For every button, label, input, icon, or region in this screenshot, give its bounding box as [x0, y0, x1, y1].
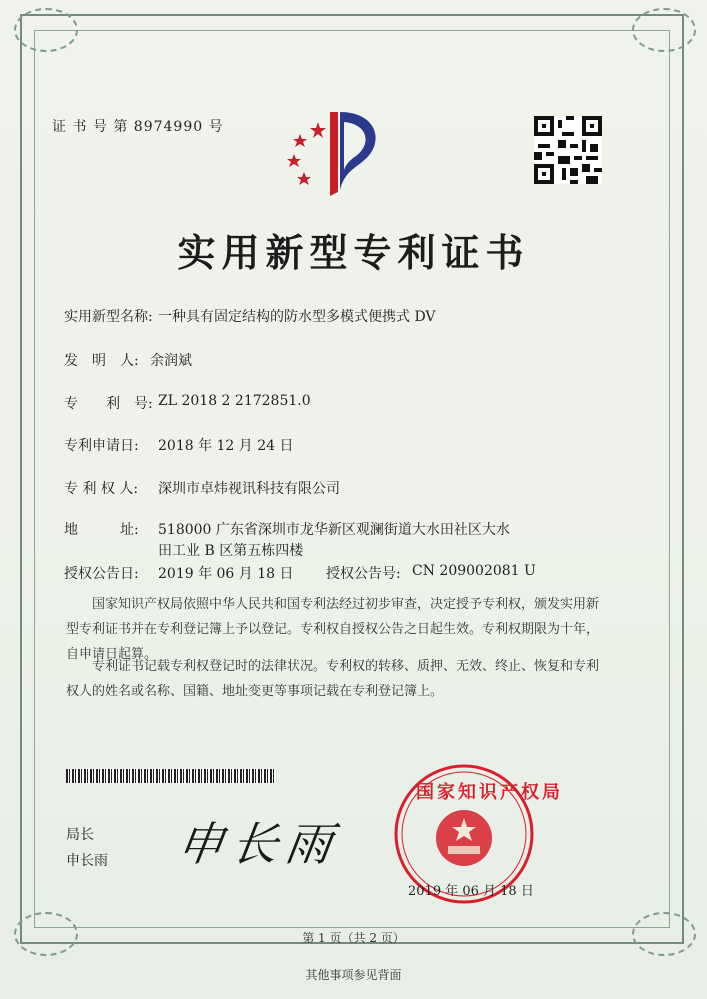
corner-ornament-icon — [14, 8, 78, 52]
corner-ornament-icon — [632, 8, 696, 52]
inventor-value: 余润斌 — [150, 353, 192, 369]
legal-status-paragraph: 专利证书记载专利权登记时的法律状况。专利权的转移、质押、无效、终止、恢复和专利权人的姓名或名称、国籍、地址变更等事项记载在专利登记簿上。 — [66, 659, 600, 699]
grant-number-label: 授权公告号: — [326, 566, 401, 582]
barcode — [66, 769, 276, 783]
inventor-label: 发 明 人: — [64, 353, 139, 369]
grant-date-value: 2019 年 06 月 18 日 — [158, 566, 294, 582]
seal-date: 2019 年 06 月 18 日 — [408, 884, 534, 899]
cnipa-logo-icon — [278, 104, 394, 200]
page-indicator: 第 1 页（共 2 页） — [302, 931, 405, 945]
patent-number-value: ZL 2018 2 2172851.0 — [158, 393, 311, 409]
certificate-title: 实用新型专利证书 — [177, 230, 530, 275]
address-line-1: 518000 广东省深圳市龙华新区观澜街道大水田社区大水 — [158, 522, 510, 538]
grant-statement-paragraph: 国家知识产权局依照中华人民共和国专利法经过初步审查，决定授予专利权，颁发实用新型专利证书并在专利登记簿上予以登记。专利权自授权公告之日起生效。专利权期限为十年，自申请日起算。 — [66, 597, 600, 662]
grant-date-label: 授权公告日: — [64, 566, 139, 582]
director-signature: 申长雨 — [173, 817, 344, 871]
address-line-2: 田工业 B 区第五栋四楼 — [158, 543, 304, 559]
grant-number-value: CN 209002081 U — [412, 563, 536, 579]
director-name: 申长雨 — [66, 853, 108, 869]
certificate-number: 证 书 号 第 8974990 号 — [52, 119, 224, 135]
back-page-note: 其他事项参见背面 — [305, 968, 402, 982]
patent-number-label: 专 利 号: — [64, 396, 153, 412]
patentee-label: 专 利 权 人: — [64, 481, 139, 497]
utility-model-name-value: 一种具有固定结构的防水型多模式便携式 DV — [158, 309, 436, 325]
seal-text: 国家知识产权局 — [416, 782, 563, 803]
patentee-value: 深圳市卓炜视讯科技有限公司 — [158, 481, 340, 497]
qr-code — [534, 116, 602, 184]
director-title: 局长 — [66, 827, 94, 843]
filing-date-value: 2018 年 12 月 24 日 — [158, 438, 294, 454]
utility-model-name-label: 实用新型名称: — [64, 309, 153, 325]
address-label: 地 址: — [64, 522, 139, 538]
filing-date-label: 专利申请日: — [64, 438, 139, 454]
